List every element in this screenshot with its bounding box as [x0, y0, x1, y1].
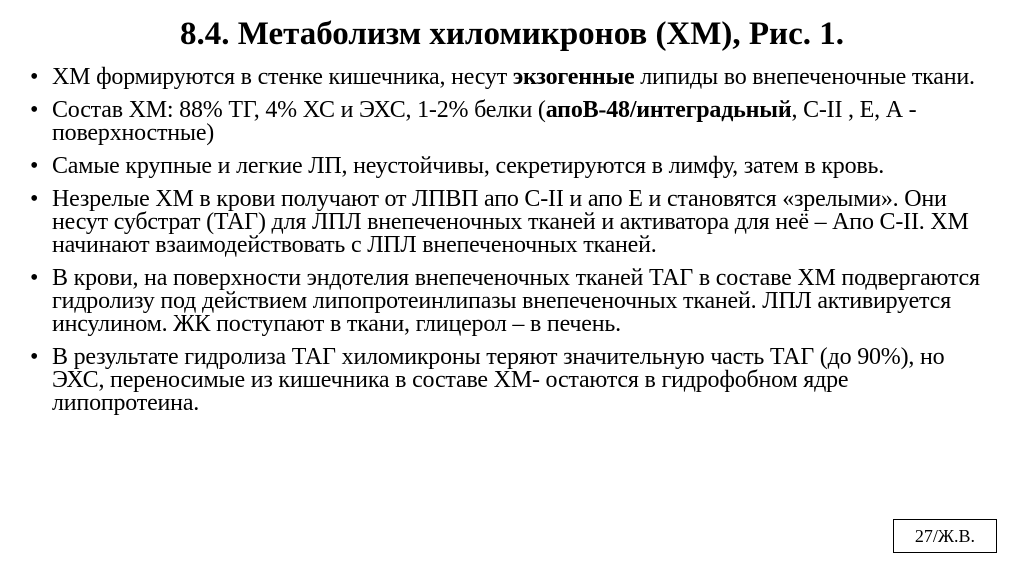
page-number-label: 27/Ж.В.: [893, 519, 997, 553]
bullet-text: В крови, на поверхности эндотелия внепеченочных тканей ТАГ в составе ХМ подвергаются гидролизу под действием липопротеинлипазы внепеченочных тканей. ЛПЛ активируется инсулином. ЖК поступают в ткани, глицерол – в печень.: [52, 265, 980, 337]
bullet-text: Состав ХМ: 88% ТГ, 4% ХС и ЭХС, 1-2% белки (: [52, 97, 546, 123]
bullet-item: [30, 188, 990, 257]
bullet-text: В результате гидролиза ТАГ хиломикроны теряют значительную часть ТАГ (до 90%), но ЭХС, переносимые из кишечника в составе ХМ- остаются в гидрофобном ядре липопротеина.: [52, 344, 945, 416]
bullet-item: [30, 267, 990, 336]
bullet-item: [30, 99, 990, 145]
bullet-item: [30, 155, 990, 178]
bullet-text: липиды во внепеченочные ткани.: [634, 64, 975, 90]
bullet-text-bold: апоВ-48/интеградьный: [545, 97, 792, 123]
bullet-list: [30, 66, 990, 425]
bullet-item: [30, 346, 990, 415]
slide-title: 8.4. Метаболизм хиломикронов (ХМ), Рис. 1.: [180, 16, 844, 52]
bullet-text: ХМ формируются в стенке кишечника, несут: [52, 64, 513, 90]
bullet-text: Самые крупные и легкие ЛП, неустойчивы, секретируются в лимфу, затем в кровь.: [52, 153, 885, 179]
bullet-text: , С-II , Е, А - поверхностные): [52, 97, 917, 146]
bullet-text-bold: экзогенные: [512, 64, 635, 90]
bullet-item: [30, 66, 990, 89]
bullet-text: Незрелые ХМ в крови получают от ЛПВП апо С-II и апо Е и становятся «зрелыми». Они несут субстрат (ТАГ) для ЛПЛ внепеченочных тканей и активатора для неё – Апо С-II. ХМ начинают взаимодействовать с ЛПЛ внепеченочных тканей.: [52, 186, 969, 258]
